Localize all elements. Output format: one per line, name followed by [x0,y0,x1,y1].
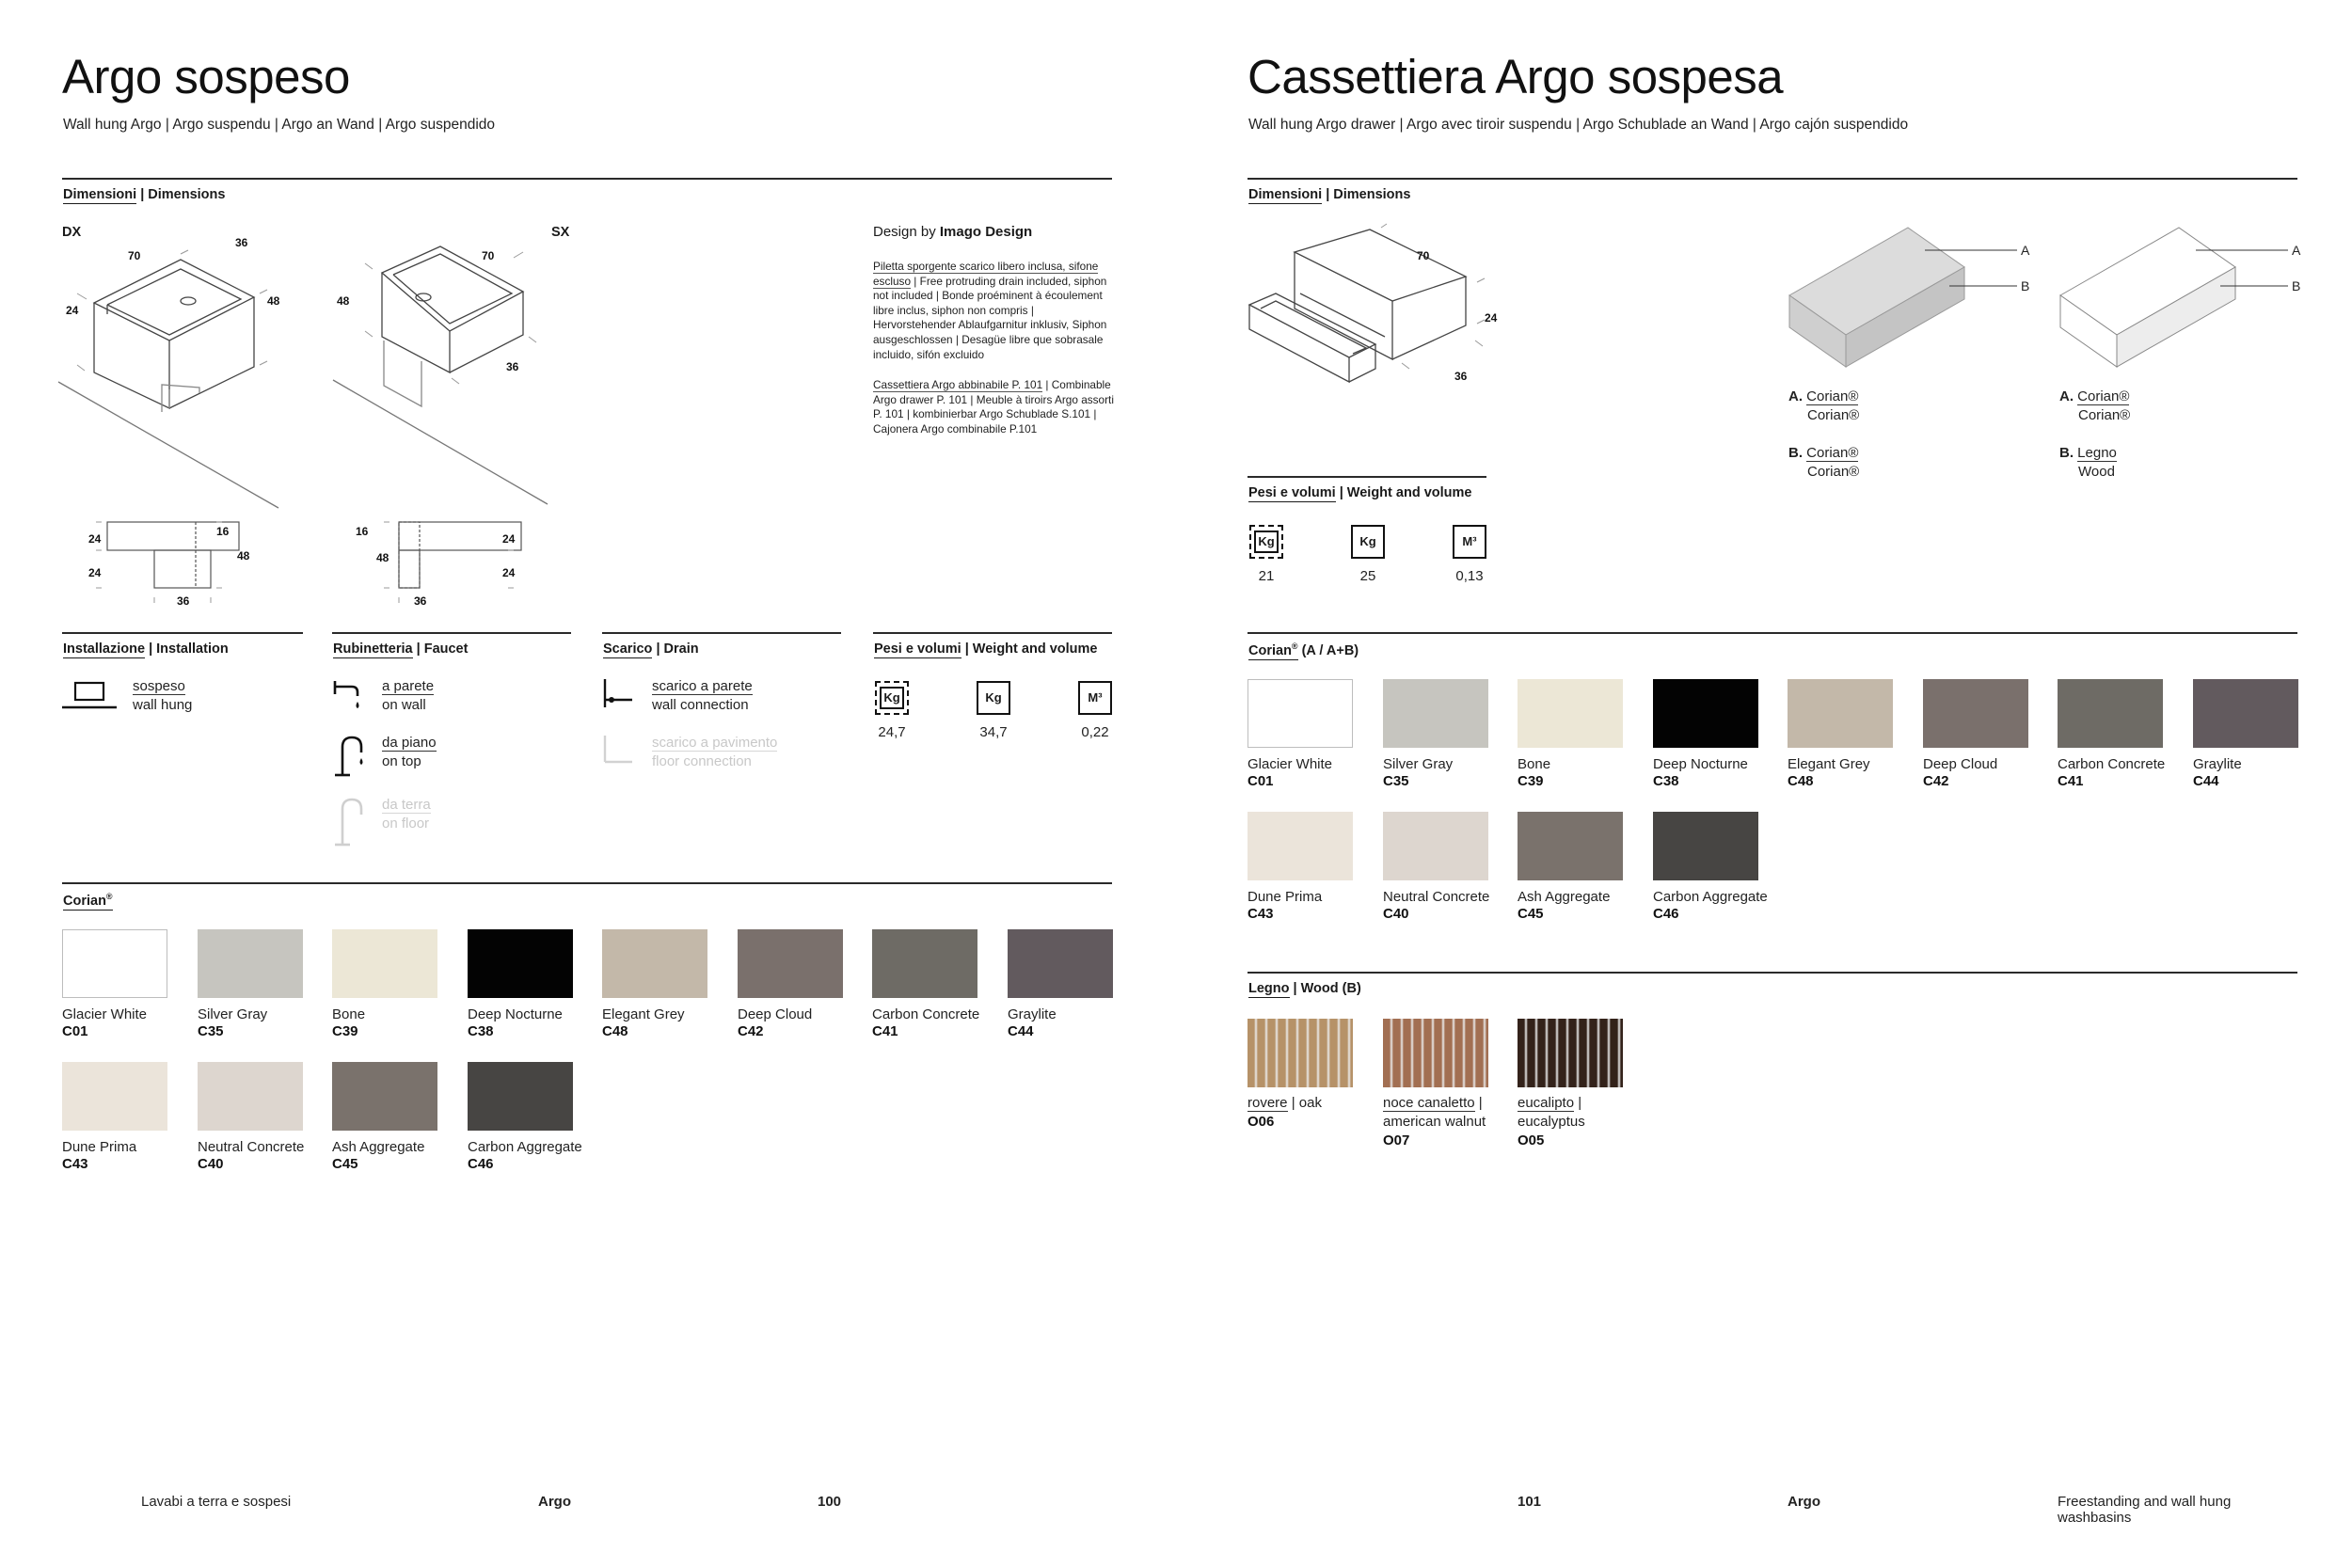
swatch-c35[interactable] [1383,679,1488,748]
swatch-c43[interactable] [1248,812,1353,880]
variant-1-a-line1: Corian® [1806,388,1859,404]
wood-swatch-label [1383,1094,1486,1150]
combine-note [873,378,1114,436]
divider [1248,178,2297,180]
swatch-c48[interactable] [602,929,707,998]
dx-front-dim-top: 24 [88,532,102,546]
page-number-left: 100 [818,1494,842,1510]
box-label-b: B [2021,278,2030,293]
dimensions-heading-left [63,187,225,202]
installation-option [133,677,192,715]
swatch-name: Deep Cloud [738,1006,813,1022]
designer-name: Imago Design [939,224,1033,240]
swatch-c45[interactable] [332,1062,437,1131]
divider [1248,476,1486,478]
weights-label-en: | Weight and volume [1339,485,1472,500]
floor-drain-icon [602,734,636,768]
dx-front-dim-height: 48 [237,549,250,562]
swatch-name: Silver Gray [198,1006,268,1022]
swatch-c43[interactable] [62,1062,167,1131]
drain-wall-en: wall connection [652,697,749,713]
swatch-name: Carbon Concrete [872,1006,980,1022]
swatch-c41[interactable] [2058,679,2163,748]
swatch-name: Carbon Aggregate [1653,889,1768,905]
faucet-floor-it: da terra [382,797,431,813]
sx-isometric-drawing [329,220,555,512]
weights-label-en: | Weight and volume [964,641,1098,657]
swatch-name: Ash Aggregate [332,1139,425,1155]
swatch-code: C48 [602,1023,628,1039]
gross-weight-icon: Kg [1351,525,1385,559]
divider [1248,632,2297,634]
box-label-b: B [2292,278,2301,293]
wood-swatch-label [1248,1094,1322,1132]
drawer-dim-width: 70 [1417,249,1430,262]
swatch-c01[interactable] [1248,679,1353,748]
swatch-code: C39 [332,1023,358,1039]
sx-front-dim-top: 24 [502,532,516,546]
installation-label-it: Installazione [63,641,146,657]
swatch-c42[interactable] [738,929,843,998]
dx-dim-height: 48 [267,294,280,308]
page-number-right: 101 [1518,1494,1542,1510]
swatch-name: Carbon Aggregate [468,1139,582,1155]
swatch-code: O07 [1383,1132,1410,1148]
letter-a: A. [1788,388,1803,404]
swatch-c44[interactable] [2193,679,2298,748]
weights-label-it: Pesi e volumi [874,641,961,657]
drain-option-floor [652,734,777,771]
corian-heading-left [63,892,113,909]
variant-2-b [2059,444,2130,463]
swatch-code: C41 [2058,773,2084,789]
swatch-code: C45 [332,1156,358,1172]
sx-front-elevation [342,513,531,612]
sx-front-dim-bottom: 24 [502,566,516,579]
corian-label: Corian [1248,642,1292,658]
divider [873,632,1112,634]
drain-note [873,260,1114,362]
faucet-wall-it: a parete [382,678,435,694]
drain-wall-it: scarico a parete [652,678,753,694]
volume-value: 0,22 [1081,724,1109,740]
swatch-o05[interactable] [1518,1019,1623,1087]
swatch-code: C42 [1923,773,1949,789]
faucet-top-en: on top [382,753,421,769]
weights-heading-right [1248,485,1471,500]
swatch-code: C35 [198,1023,224,1039]
variant-1-b [1788,444,1859,463]
design-by-prefix: Design by [873,224,940,240]
swatch-name: Dune Prima [1248,889,1323,905]
letter-a: A. [2059,388,2074,404]
wood-name-it: rovere [1248,1095,1288,1111]
combine-note-it[interactable]: Cassettiera Argo abbinabile P. 101 [873,378,1043,391]
divider [62,882,1112,884]
sx-dim-width: 70 [482,249,495,262]
page-subtitle-right: Wall hung Argo drawer | Argo avec tiroir suspendu | Argo Schublade an Wand | Argo cajón suspendido [1248,117,1909,133]
footer-brand-right: Argo [1788,1494,1820,1510]
gross-weight-value: 25 [1359,568,1376,584]
swatch-o06[interactable] [1248,1019,1353,1087]
page-subtitle-left: Wall hung Argo | Argo suspendu | Argo an Wand | Argo suspendido [63,117,496,133]
sx-dim-depth: 36 [506,360,519,373]
dx-dim-width: 70 [128,249,141,262]
swatch-code: C44 [1008,1023,1034,1039]
sx-front-dim-height: 48 [376,551,389,564]
swatch-code: C40 [1383,906,1409,922]
variant-2-b-line2: Wood [2078,464,2115,480]
material-box-corian-wood [2055,222,2299,372]
swatch-name: Dune Prima [62,1139,137,1155]
drawer-dim-depth: 36 [1454,370,1468,383]
swatch-name: Deep Cloud [1923,756,1998,772]
swatch-name: Glacier White [62,1006,148,1022]
swatch-c46[interactable] [1653,812,1758,880]
swatch-code: O06 [1248,1114,1275,1130]
swatch-code: C48 [1788,773,1814,789]
swatch-name: Deep Nocturne [468,1006,563,1022]
footer-section-left: Lavabi a terra e sospesi [141,1494,292,1510]
sx-front-dim-width: 36 [414,594,427,608]
swatch-c46[interactable] [468,1062,573,1131]
combine-note-translations: | Combinable Argo drawer P. 101 | Meuble à tiroirs Argo assorti P. 101 | kombinierbar Argo Schublade S.101 | Cajonera Argo combinabile P.101 [873,378,1114,436]
registered-mark: ® [105,892,113,901]
drain-option-wall [652,677,753,715]
swatch-code: C41 [872,1023,898,1039]
gross-weight-value: 34,7 [979,724,1008,740]
gross-weight-icon: Kg [977,681,1010,715]
letter-b: B. [1788,445,1803,461]
corian-suffix: (A / A+B) [1297,642,1359,658]
drain-floor-en: floor connection [652,753,752,769]
swatch-name: Graylite [2193,756,2242,772]
variant-2-b-line1: Legno [2077,445,2117,461]
faucet-option-top [382,734,437,771]
swatch-name: Bone [1518,756,1551,772]
variant-1-b-line2: Corian® [1807,464,1860,480]
net-weight-value: 24,7 [878,724,906,740]
dx-front-dim-width: 36 [177,594,190,608]
drawer-isometric-drawing [1244,222,1517,420]
variant-2-a-line2: Corian® [2078,407,2131,423]
swatch-c45[interactable] [1518,812,1623,880]
swatch-name: Silver Gray [1383,756,1454,772]
dimensions-label-en: | Dimensions [1326,187,1411,202]
dimensions-label-it: Dimensioni [63,187,137,202]
volume-icon: M³ [1453,525,1486,559]
footer-section-right: Freestanding and wall hung washbasins [2058,1494,2232,1526]
weights-heading-left [874,641,1097,657]
variant-2-a-line1: Corian® [2077,388,2130,404]
swatch-c38[interactable] [468,929,573,998]
dimensions-label-en: | Dimensions [140,187,226,202]
faucet-label-it: Rubinetteria [333,641,413,657]
dimensions-heading-right [1248,187,1410,202]
swatch-name: Elegant Grey [602,1006,685,1022]
dx-isometric-drawing [58,220,284,512]
box-label-a: A [2021,243,2030,258]
volume-value: 0,13 [1455,568,1484,584]
letter-b: B. [2059,445,2074,461]
wood-name-sep: | oak [1287,1095,1322,1111]
kg-label: Kg [1254,531,1279,553]
dimensions-label-it: Dimensioni [1248,187,1323,202]
wood-name-sep: | [1474,1095,1483,1111]
swatch-name: Neutral Concrete [198,1139,305,1155]
faucet-option-floor [382,796,431,833]
swatch-c38[interactable] [1653,679,1758,748]
swatch-name: Carbon Concrete [2058,756,2166,772]
swatch-code: C39 [1518,773,1544,789]
faucet-wall-en: on wall [382,697,426,713]
dx-front-elevation [75,513,263,612]
sx-dim-height: 48 [337,294,350,308]
variant-1-legend [1788,388,1859,482]
drain-note-translations: | Free protruding drain included, siphon not included | Bonde proéminent à écoulement libre inclus, siphon non compris | Hervorstehender Ablaufgarnitur inklusiv, Siphon ausgeschlossen | Desagüe libre que sobrasale incluido, sifón excluido [873,274,1107,361]
wood-name-it: eucalipto [1518,1095,1575,1111]
swatch-c01[interactable] [62,929,167,998]
variant-1-a [1788,388,1859,406]
swatch-code: C42 [738,1023,764,1039]
swatch-code: C38 [1653,773,1679,789]
sx-front-dim-offset: 16 [356,525,369,538]
swatch-o07[interactable] [1383,1019,1488,1087]
faucet-heading [333,641,468,657]
swatch-code: C46 [468,1156,494,1172]
design-credit [873,224,1032,240]
dx-dim-depth: 36 [235,236,248,249]
wood-name-en: american walnut [1383,1114,1486,1130]
swatch-c40[interactable] [198,1062,303,1131]
swatch-code: C01 [1248,773,1274,789]
page-title-left: Argo sospeso [62,50,350,103]
faucet-label-en: | Faucet [416,641,469,657]
drain-label-it: Scarico [603,641,653,657]
wood-name-it: noce canaletto [1383,1095,1475,1111]
swatch-code: C43 [62,1156,88,1172]
footer-brand-left: Argo [538,1494,571,1510]
material-box-corian-corian [1784,222,2028,372]
volume-icon: M³ [1078,681,1112,715]
drain-floor-it: scarico a pavimento [652,735,778,751]
swatch-code: O05 [1518,1132,1545,1148]
net-weight-icon [875,681,909,715]
wood-label-it: Legno [1248,981,1290,996]
swatch-name: Graylite [1008,1006,1057,1022]
swatch-c41[interactable] [872,929,977,998]
wall-faucet-icon [333,677,371,715]
swatch-code: C45 [1518,906,1544,922]
corian-heading-right [1248,641,1359,658]
swatch-name: Neutral Concrete [1383,889,1490,905]
swatch-code: C44 [2193,773,2219,789]
drain-note-it: Piletta sporgente scarico libero inclusa, sifone escluso [873,260,1099,288]
divider [602,632,841,634]
swatch-name: Deep Nocturne [1653,756,1748,772]
swatch-code: C43 [1248,906,1274,922]
net-weight-icon [1249,525,1283,559]
swatch-c44[interactable] [1008,929,1113,998]
divider [62,178,1112,180]
variant-2-legend [2059,388,2130,482]
swatch-code: C35 [1383,773,1409,789]
wood-name-en: eucalyptus [1518,1114,1585,1130]
dx-label: DX [62,225,82,240]
deck-faucet-icon [333,734,371,779]
wood-label-en: | Wood (B) [1293,981,1361,996]
kg-label: Kg [880,687,904,709]
faucet-option-wall [382,677,434,715]
swatch-c48[interactable] [1788,679,1893,748]
installation-opt-en: wall hung [133,697,193,713]
drawer-dim-height: 24 [1485,311,1498,325]
swatch-code: C38 [468,1023,494,1039]
variant-2-a [2059,388,2130,406]
divider [62,632,303,634]
corian-label: Corian [63,893,106,909]
wall-drain-icon [602,677,636,711]
swatch-code: C46 [1653,906,1679,922]
dx-front-dim-bottom: 24 [88,566,102,579]
wood-heading [1248,981,1361,996]
faucet-floor-en: on floor [382,816,430,832]
divider [1248,972,2297,974]
net-weight-value: 21 [1258,568,1275,584]
swatch-c39[interactable] [1518,679,1623,748]
faucet-top-it: da piano [382,735,437,751]
swatch-name: Elegant Grey [1788,756,1870,772]
box-label-a: A [2292,243,2301,258]
wood-name-sep: | [1574,1095,1582,1111]
swatch-c39[interactable] [332,929,437,998]
variant-1-a-line2: Corian® [1807,407,1860,423]
registered-mark: ® [1291,641,1298,651]
swatch-name: Glacier White [1248,756,1333,772]
dx-dim-side: 24 [66,304,79,317]
swatch-c40[interactable] [1383,812,1488,880]
swatch-name: Bone [332,1006,366,1022]
weights-label-it: Pesi e volumi [1248,485,1336,500]
swatch-c35[interactable] [198,929,303,998]
divider [332,632,571,634]
drain-label-en: | Drain [656,641,699,657]
floor-faucet-icon [333,796,371,848]
installation-label-en: | Installation [149,641,229,657]
installation-opt-it: sospeso [133,678,185,694]
swatch-name: Ash Aggregate [1518,889,1611,905]
installation-heading [63,641,229,657]
dx-front-dim-offset: 16 [216,525,230,538]
swatch-c42[interactable] [1923,679,2028,748]
wood-swatch-label [1518,1094,1585,1150]
swatch-code: C01 [62,1023,88,1039]
page-title-right: Cassettiera Argo sospesa [1248,50,1784,103]
wall-hung-icon [62,679,119,711]
variant-1-b-line1: Corian® [1806,445,1859,461]
sx-label: SX [551,225,570,240]
swatch-code: C40 [198,1156,224,1172]
drain-heading [603,641,699,657]
